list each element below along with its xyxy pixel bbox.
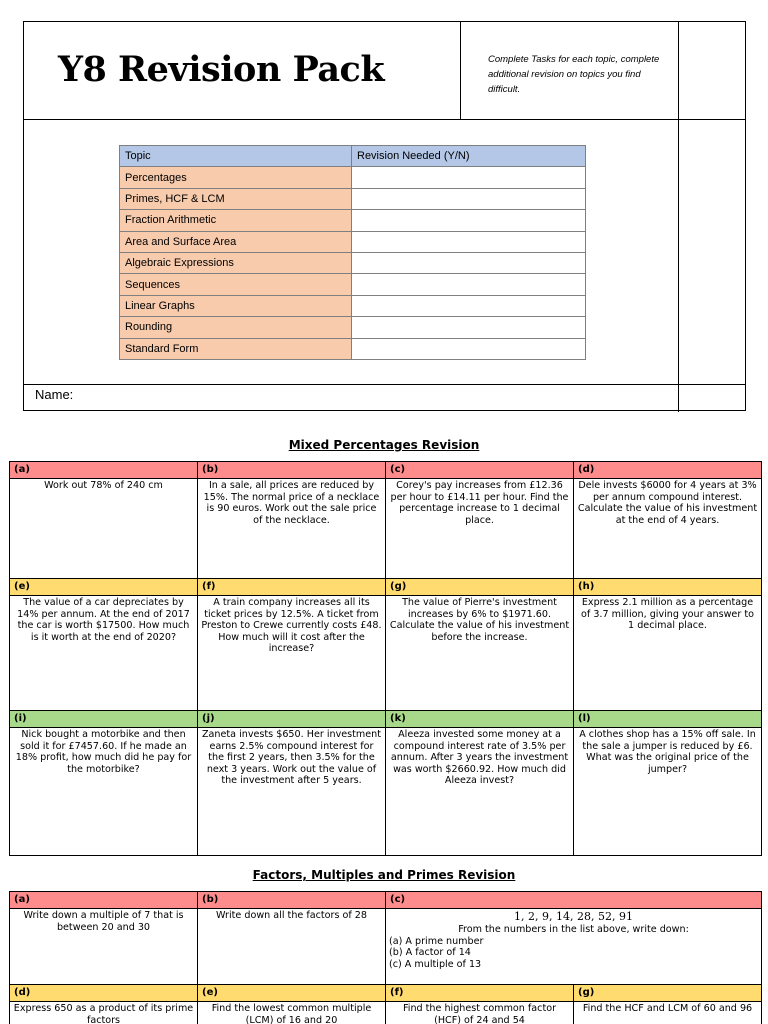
topic-cell: Sequences [120, 274, 352, 295]
question-label: (b) [198, 892, 386, 909]
question-cell: Aleeza invested some money at a compound interest rate of 3.5% per annum. After 3 years the investment was worth $2660.92. How much did Aleeza invest? [386, 728, 574, 856]
topic-row [120, 317, 586, 338]
question-cell: A clothes shop has a 15% off sale. In the sale a jumper is reduced by £6. What was the original price of the jumper? [574, 728, 762, 856]
topic-cell: Percentages [120, 167, 352, 188]
topic-cell: Standard Form [120, 338, 352, 359]
number-list: 1, 2, 9, 14, 28, 52, 91 [514, 910, 633, 923]
topic-row [120, 210, 586, 231]
question-label: (g) [574, 985, 762, 1002]
question-label: (d) [10, 985, 198, 1002]
question-label: (e) [10, 579, 198, 596]
topic-cell: Linear Graphs [120, 295, 352, 316]
question-cell: Express 650 as a product of its prime factors [10, 1002, 198, 1024]
question-label: (e) [198, 985, 386, 1002]
revision-needed-field[interactable] [352, 210, 586, 231]
sub-question: (c) A multiple of 13 [389, 958, 482, 970]
topic-cell: Primes, HCF & LCM [120, 188, 352, 209]
question-cell [386, 909, 762, 985]
question-cell: Find the HCF and LCM of 60 and 96 [574, 1002, 762, 1024]
factors-section-title: Factors, Multiples and Primes Revision [252, 868, 516, 882]
question-label: (k) [386, 711, 574, 728]
question-cell: Work out 78% of 240 cm [10, 479, 198, 579]
question-cell: Express 2.1 million as a percentage of 3.7 million, giving your answer to 1 decimal place. [574, 596, 762, 711]
question-label: (a) [10, 462, 198, 479]
topic-table-header [120, 146, 586, 167]
question-label: (h) [574, 579, 762, 596]
revision-needed-field[interactable] [352, 338, 586, 359]
question-label-row [10, 711, 762, 728]
question-label: (f) [198, 579, 386, 596]
sub-question: (b) A factor of 14 [389, 947, 471, 958]
question-cell: Corey's pay increases from £12.36 per hour to £14.11 per hour. Find the percentage increase to 1 decimal place. [386, 479, 574, 579]
cover-divider-title [460, 22, 461, 119]
factors-question-grid [9, 891, 762, 1024]
question-cell: A train company increases all its ticket prices by 12.5%. A ticket from Preston to Crewe currently costs £48. How much will it cost after the increase? [198, 596, 386, 711]
topic-row [120, 252, 586, 273]
question-row [10, 1002, 762, 1024]
question-label: (f) [386, 985, 574, 1002]
question-cell: The value of a car depreciates by 14% per annum. At the end of 2017 the car is worth $17500. How much is it worth at the end of 2020? [10, 596, 198, 711]
revision-needed-column-header: Revision Needed (Y/N) [352, 146, 586, 167]
question-label: (g) [386, 579, 574, 596]
page-title: Y8 Revision Pack [58, 49, 385, 90]
instructions-text: Complete Tasks for each topic, complete additional revision on topics you find difficult. [488, 54, 660, 95]
question-label-row [10, 985, 762, 1002]
sub-question: (a) A prime number [389, 935, 484, 947]
question-cell: Find the highest common factor (HCF) of 24 and 54 [386, 1002, 574, 1024]
question-label: (c) [386, 892, 762, 909]
topic-row [120, 338, 586, 359]
question-cell: Nick bought a motorbike and then sold it for £7457.60. If he made an 18% profit, how much did he pay for the motorbike? [10, 728, 198, 856]
question-label: (j) [198, 711, 386, 728]
question-label-row [10, 462, 762, 479]
topic-cell: Rounding [120, 317, 352, 338]
revision-needed-field[interactable] [352, 274, 586, 295]
cover-divider-right [678, 22, 679, 412]
revision-needed-field[interactable] [352, 295, 586, 316]
cover-divider-top [24, 119, 745, 120]
question-label: (b) [198, 462, 386, 479]
list-instruction: From the numbers in the list above, write down: [458, 924, 689, 935]
question-label: (i) [10, 711, 198, 728]
question-label-row [10, 892, 762, 909]
question-label: (a) [10, 892, 198, 909]
topic-cell: Area and Surface Area [120, 231, 352, 252]
question-cell: Write down all the factors of 28 [198, 909, 386, 985]
revision-needed-field[interactable] [352, 252, 586, 273]
percentages-question-grid [9, 461, 762, 856]
topic-column-header: Topic [120, 146, 352, 167]
question-cell: The value of Pierre's investment increases by 6% to $1971.60. Calculate the value of his investment before the increase. [386, 596, 574, 711]
percentages-section-title: Mixed Percentages Revision [288, 438, 480, 452]
question-label: (d) [574, 462, 762, 479]
question-label-row [10, 579, 762, 596]
revision-needed-field[interactable] [352, 188, 586, 209]
cover-divider-bottom [24, 384, 745, 385]
revision-needed-field[interactable] [352, 231, 586, 252]
question-label: (l) [574, 711, 762, 728]
name-label: Name: [35, 387, 74, 402]
question-label: (c) [386, 462, 574, 479]
question-cell: Find the lowest common multiple (LCM) of 16 and 20 [198, 1002, 386, 1024]
cover-panel [23, 21, 746, 411]
topic-row [120, 231, 586, 252]
topic-row [120, 295, 586, 316]
question-cell: Dele invests $6000 for 4 years at 3% per annum compound interest. Calculate the value of his investment at the end of 4 years. [574, 479, 762, 579]
question-row [10, 479, 762, 579]
topic-row [120, 274, 586, 295]
question-cell: In a sale, all prices are reduced by 15%. The normal price of a necklace is 90 euros. Work out the sale price of the necklace. [198, 479, 386, 579]
topic-row [120, 188, 586, 209]
question-cell: Write down a multiple of 7 that is between 20 and 30 [10, 909, 198, 985]
question-row [10, 728, 762, 856]
topic-cell: Algebraic Expressions [120, 252, 352, 273]
topic-row [120, 167, 586, 188]
topic-checklist-table [119, 145, 586, 360]
topic-cell: Fraction Arithmetic [120, 210, 352, 231]
question-row [10, 909, 762, 985]
question-row [10, 596, 762, 711]
question-cell: Zaneta invests $650. Her investment earns 2.5% compound interest for the first 2 years, then 3.5% for the next 3 years. Work out the value of the investment after 5 years. [198, 728, 386, 856]
revision-needed-field[interactable] [352, 167, 586, 188]
revision-needed-field[interactable] [352, 317, 586, 338]
